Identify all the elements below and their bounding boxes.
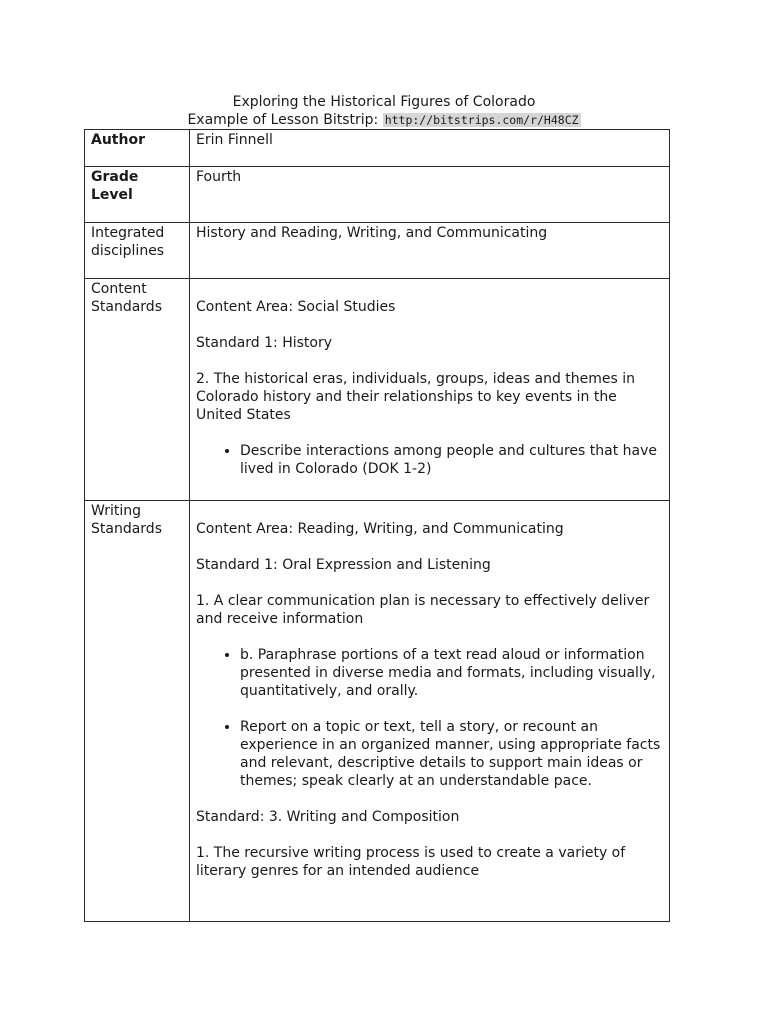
writing-standards-label: Writing Standards [85,501,190,922]
document-title: Exploring the Historical Figures of Colorado [232,94,536,110]
writing-standard: Standard 1: Oral Expression and Listening [196,557,491,573]
writing-standard-2: Standard: 3. Writing and Composition [196,809,460,825]
document-subtitle [84,111,684,129]
writing-bullet-list [196,646,663,790]
content-standard-item: 2. The historical eras, individuals, groups, ideas and themes in Colorado history and their relationships to key events in the United States [196,371,636,423]
content-bullet-list [196,442,663,478]
content-area: Content Area: Social Studies [196,299,396,315]
grade-value: Fourth [190,167,670,223]
list-item: • Report on a topic or text, tell a story, or recount an experience in an organized manner, using appropriate facts and relevant, descriptive details to support main ideas or themes; speak clearly at an understandable pace. [240,718,663,790]
integrated-value: History and Reading, Writing, and Communicating [190,223,670,279]
table-row-integrated [85,223,670,279]
content-standard: Standard 1: History [196,335,333,351]
writing-standard-2-item: 1. The recursive writing process is used to create a variety of literary genres for an intended audience [196,845,626,879]
content-standards-cell [190,279,670,501]
table-row-content-standards [85,279,670,501]
writing-standards-cell [190,501,670,922]
integrated-label: Integrated disciplines [85,223,190,279]
content-standards-label: Content Standards [85,279,190,501]
writing-standard-item: 1. A clear communication plan is necessary to effectively deliver and receive information [196,593,650,627]
grade-label: Grade Level [85,167,190,223]
list-item: • Describe interactions among people and cultures that have lived in Colorado (DOK 1-2) [240,442,663,478]
bitstrip-link[interactable]: http://bitstrips.com/r/H48CZ [384,113,579,127]
writing-area: Content Area: Reading, Writing, and Communicating [196,521,564,537]
subtitle-prefix: Example of Lesson Bitstrip: [187,112,383,128]
author-value: Erin Finnell [190,130,670,167]
table-row-author [85,130,670,167]
list-item: • b. Paraphrase portions of a text read aloud or information presented in diverse media and formats, including visually, quantitatively, and orally. [240,646,663,700]
lesson-plan-table [84,129,670,922]
table-row-grade [85,167,670,223]
author-label: Author [85,130,190,167]
table-row-writing-standards [85,501,670,922]
